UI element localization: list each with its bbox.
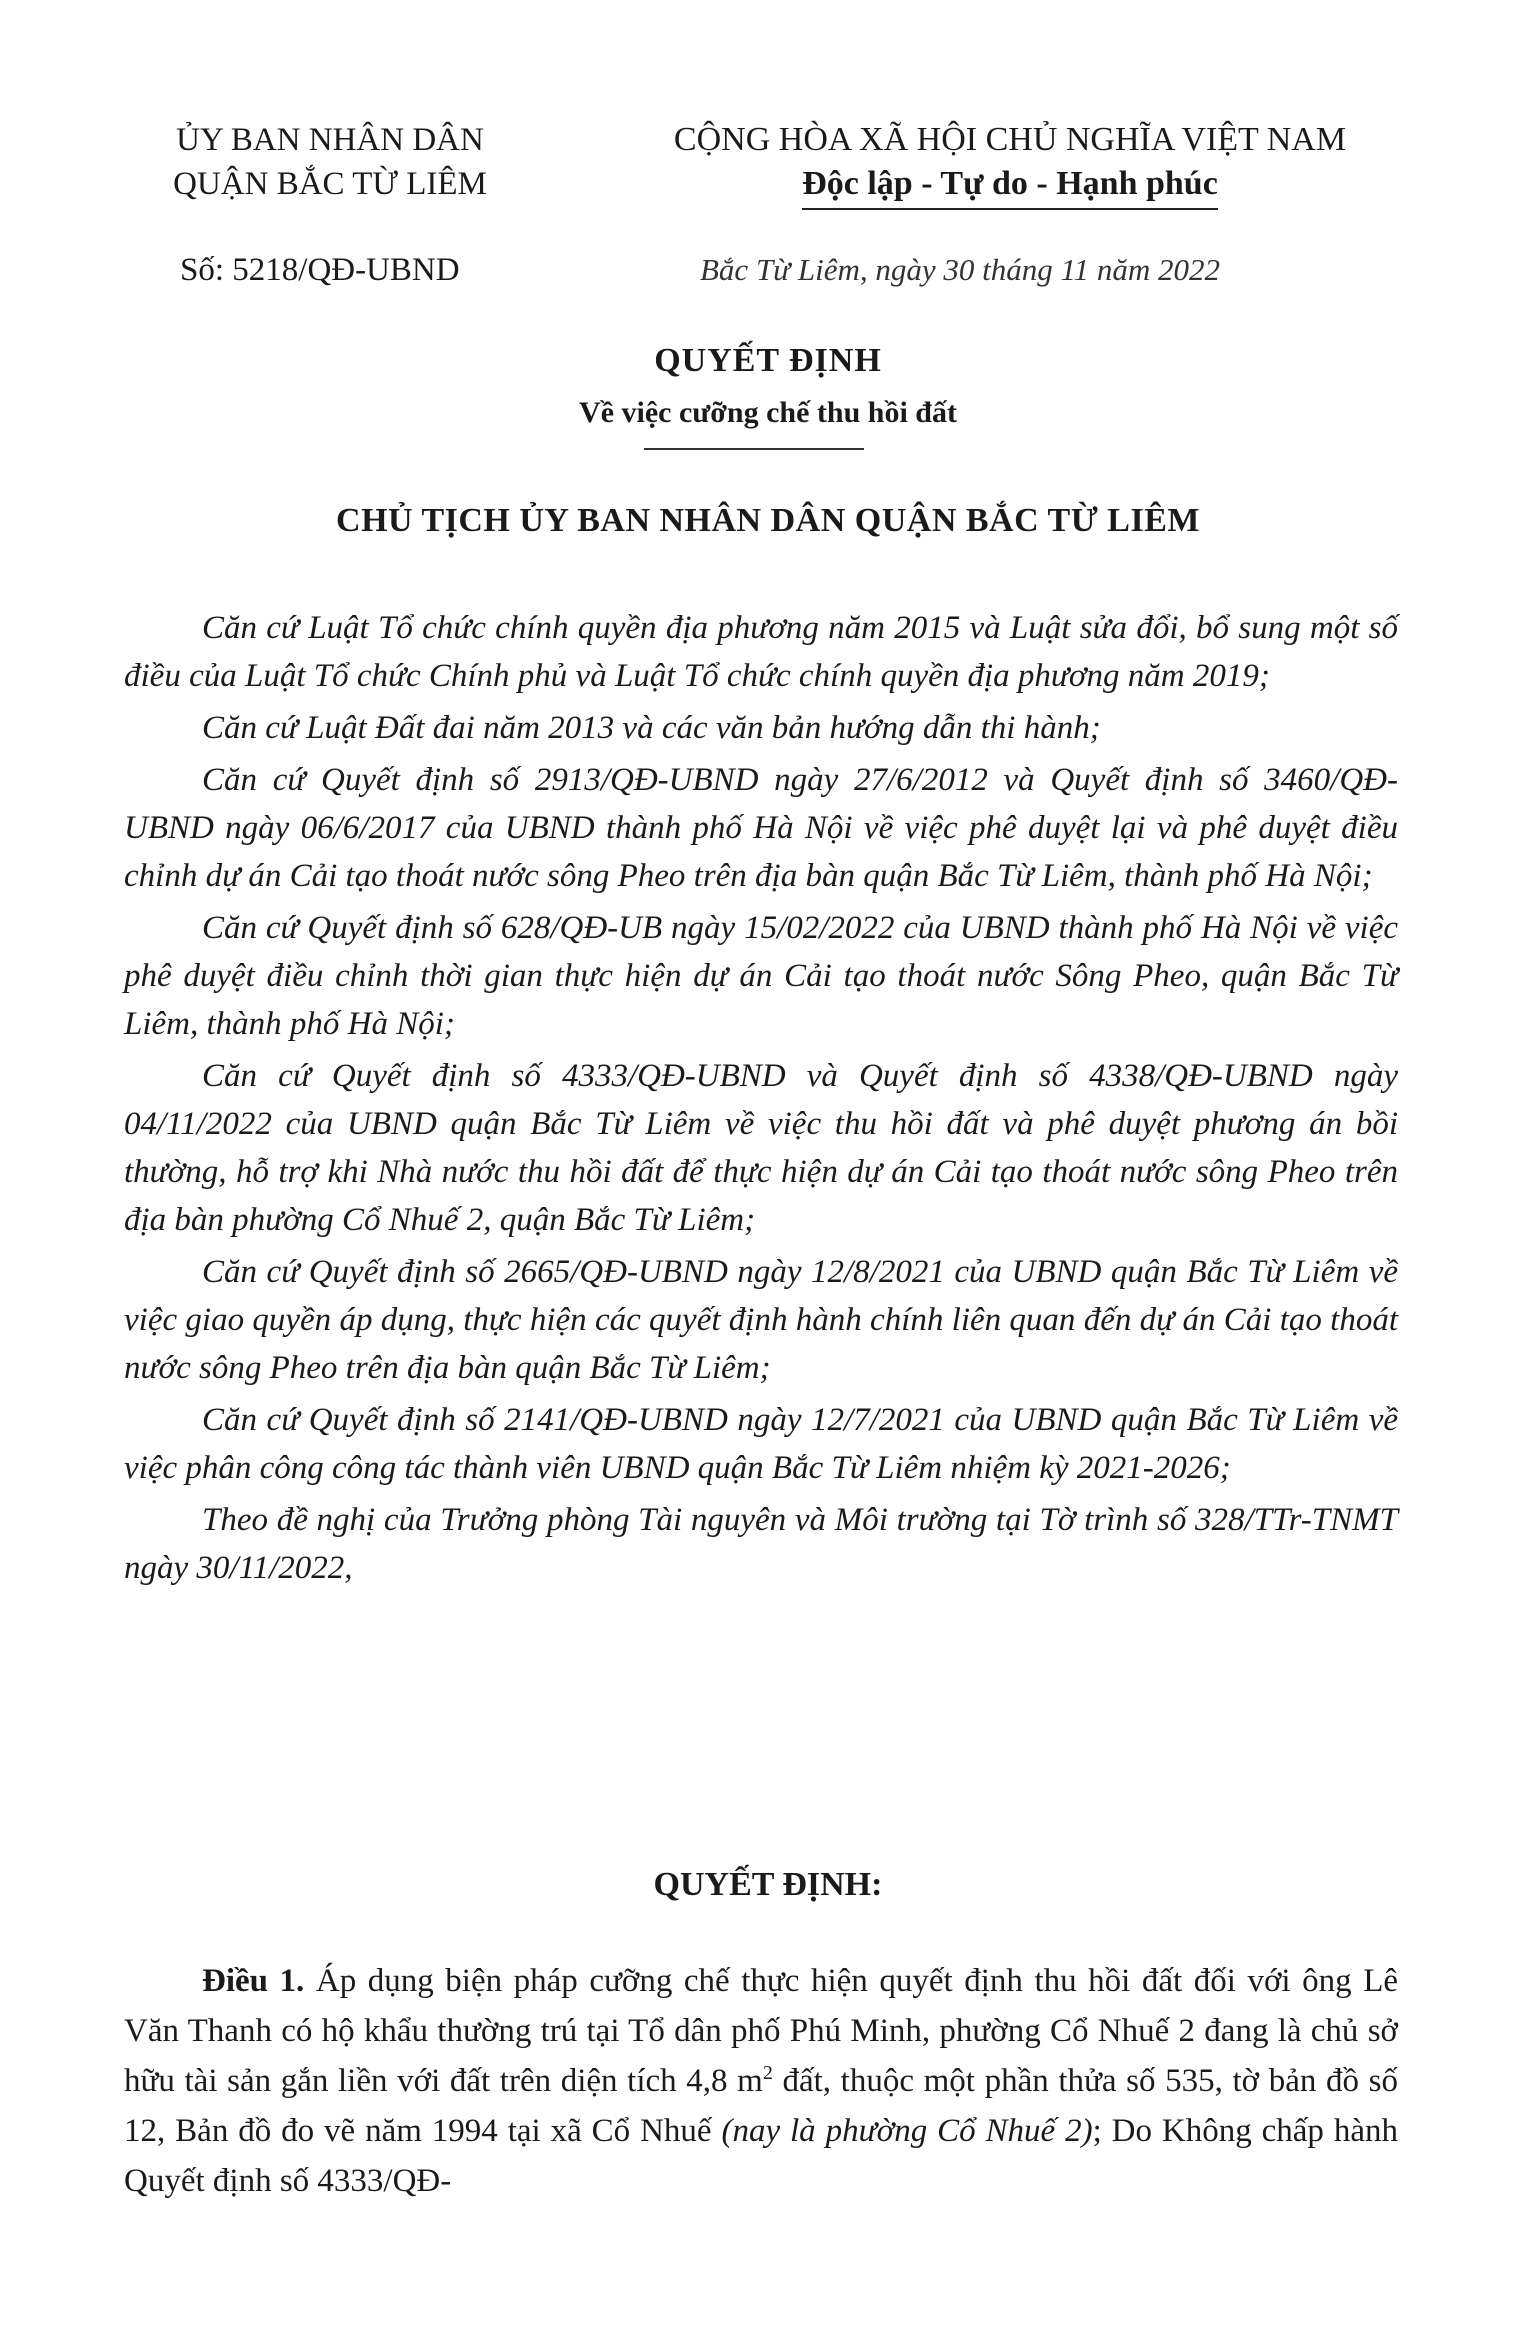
national-header [620,118,1400,210]
article-1-text-b: đất, thuộc một phần thửa số 535, tờ bản đồ số 12, Bản đồ đo vẽ năm 1994 tại xã Cổ Nhuế [124,2063,1398,2149]
legal-basis-item: Căn cứ Quyết định số 628/QĐ-UB ngày 15/02/2022 của UBND thành phố Hà Nội về việc phê duyệt điều chỉnh thời gian thực hiện dự án Cải tạo thoát nước Sông Pheo, quận Bắc Từ Liêm, thành phố Hà Nội; [124,910,1398,1042]
article-1-text-c: ; Do Không chấp hành Quyết định số 4333/QĐ- [124,2113,1398,2199]
article-1 [124,1956,1398,2206]
article-1-label: Điều 1. [202,1963,305,1999]
legal-basis-item: Căn cứ Quyết định số 2665/QĐ-UBND ngày 12/8/2021 của UBND quận Bắc Từ Liêm về việc giao quyền áp dụng, thực hiện các quyết định hành chính liên quan đến dự án Cải tạo thoát nước sông Pheo trên địa bàn quận Bắc Từ Liêm; [124,1254,1398,1386]
legal-basis-item: Căn cứ Quyết định số 2141/QĐ-UBND ngày 12/7/2021 của UBND quận Bắc Từ Liêm về việc phân công công tác thành viên UBND quận Bắc Từ Liêm nhiệm kỳ 2021-2026; [124,1402,1398,1486]
legal-basis-item: Căn cứ Luật Tổ chức chính quyền địa phương năm 2015 và Luật sửa đổi, bổ sung một số điều của Luật Tổ chức Chính phủ và Luật Tổ chức chính quyền địa phương năm 2019; [124,610,1398,694]
issuing-authority: CHỦ TỊCH ỦY BAN NHÂN DÂN QUẬN BẮC TỪ LIÊM [336,502,1200,539]
article-1-paragraph [124,1956,1398,2206]
decision-heading: QUYẾT ĐỊNH: [653,1866,883,1903]
subtitle-underline [644,448,864,450]
issuing-agency [130,118,530,206]
area-unit-superscript: 2 [762,2062,773,2084]
legal-bases [124,604,1398,1596]
article-1-text-a: Áp dụng biện pháp cưỡng chế thực hiện quyết định thu hồi đất đối với ông Lê Văn Thanh có hộ khẩu thường trú tại Tổ dân phố Phú Minh, phường Cổ Nhuế 2 đang là chủ sở hữu tài sản gắn liền với đất trên diện tích 4,8 m [124,1963,1398,2099]
agency-line-2: QUẬN BẮC TỪ LIÊM [173,166,487,202]
national-motto: Độc lập - Tự do - Hạnh phúc [802,162,1218,210]
legal-basis-item: Theo đề nghị của Trưởng phòng Tài nguyên và Môi trường tại Tờ trình số 328/TTr-TNMT ngày 30/11/2022, [124,1502,1398,1586]
agency-line-1: ỦY BAN NHÂN DÂN [176,122,484,158]
document-title: QUYẾT ĐỊNH [654,342,882,379]
issue-date: Bắc Từ Liêm, ngày 30 tháng 11 năm 2022 [700,252,1221,287]
legal-basis-item: Căn cứ Luật Đất đai năm 2013 và các văn bản hướng dẫn thi hành; [202,710,1101,746]
document-subtitle: Về việc cưỡng chế thu hồi đất [579,396,957,429]
legal-basis-item: Căn cứ Quyết định số 2913/QĐ-UBND ngày 27/6/2012 và Quyết định số 3460/QĐ-UBND ngày 06/6/2017 của UBND thành phố Hà Nội về việc phê duyệt lại và phê duyệt điều chỉnh dự án Cải tạo thoát nước sông Pheo trên địa bàn quận Bắc Từ Liêm, thành phố Hà Nội; [124,762,1398,894]
article-1-note: (nay là phường Cổ Nhuế 2) [721,2113,1093,2149]
document-number: Số: 5218/QĐ-UBND [180,252,460,288]
legal-basis-item: Căn cứ Quyết định số 4333/QĐ-UBND và Quyết định số 4338/QĐ-UBND ngày 04/11/2022 của UBND quận Bắc Từ Liêm về việc thu hồi đất và phê duyệt phương án bồi thường, hỗ trợ khi Nhà nước thu hồi đất để thực hiện dự án Cải tạo thoát nước sông Pheo trên địa bàn phường Cổ Nhuế 2, quận Bắc Từ Liêm; [124,1058,1398,1238]
country-name: CỘNG HÒA XÃ HỘI CHỦ NGHĨA VIỆT NAM [673,121,1347,158]
